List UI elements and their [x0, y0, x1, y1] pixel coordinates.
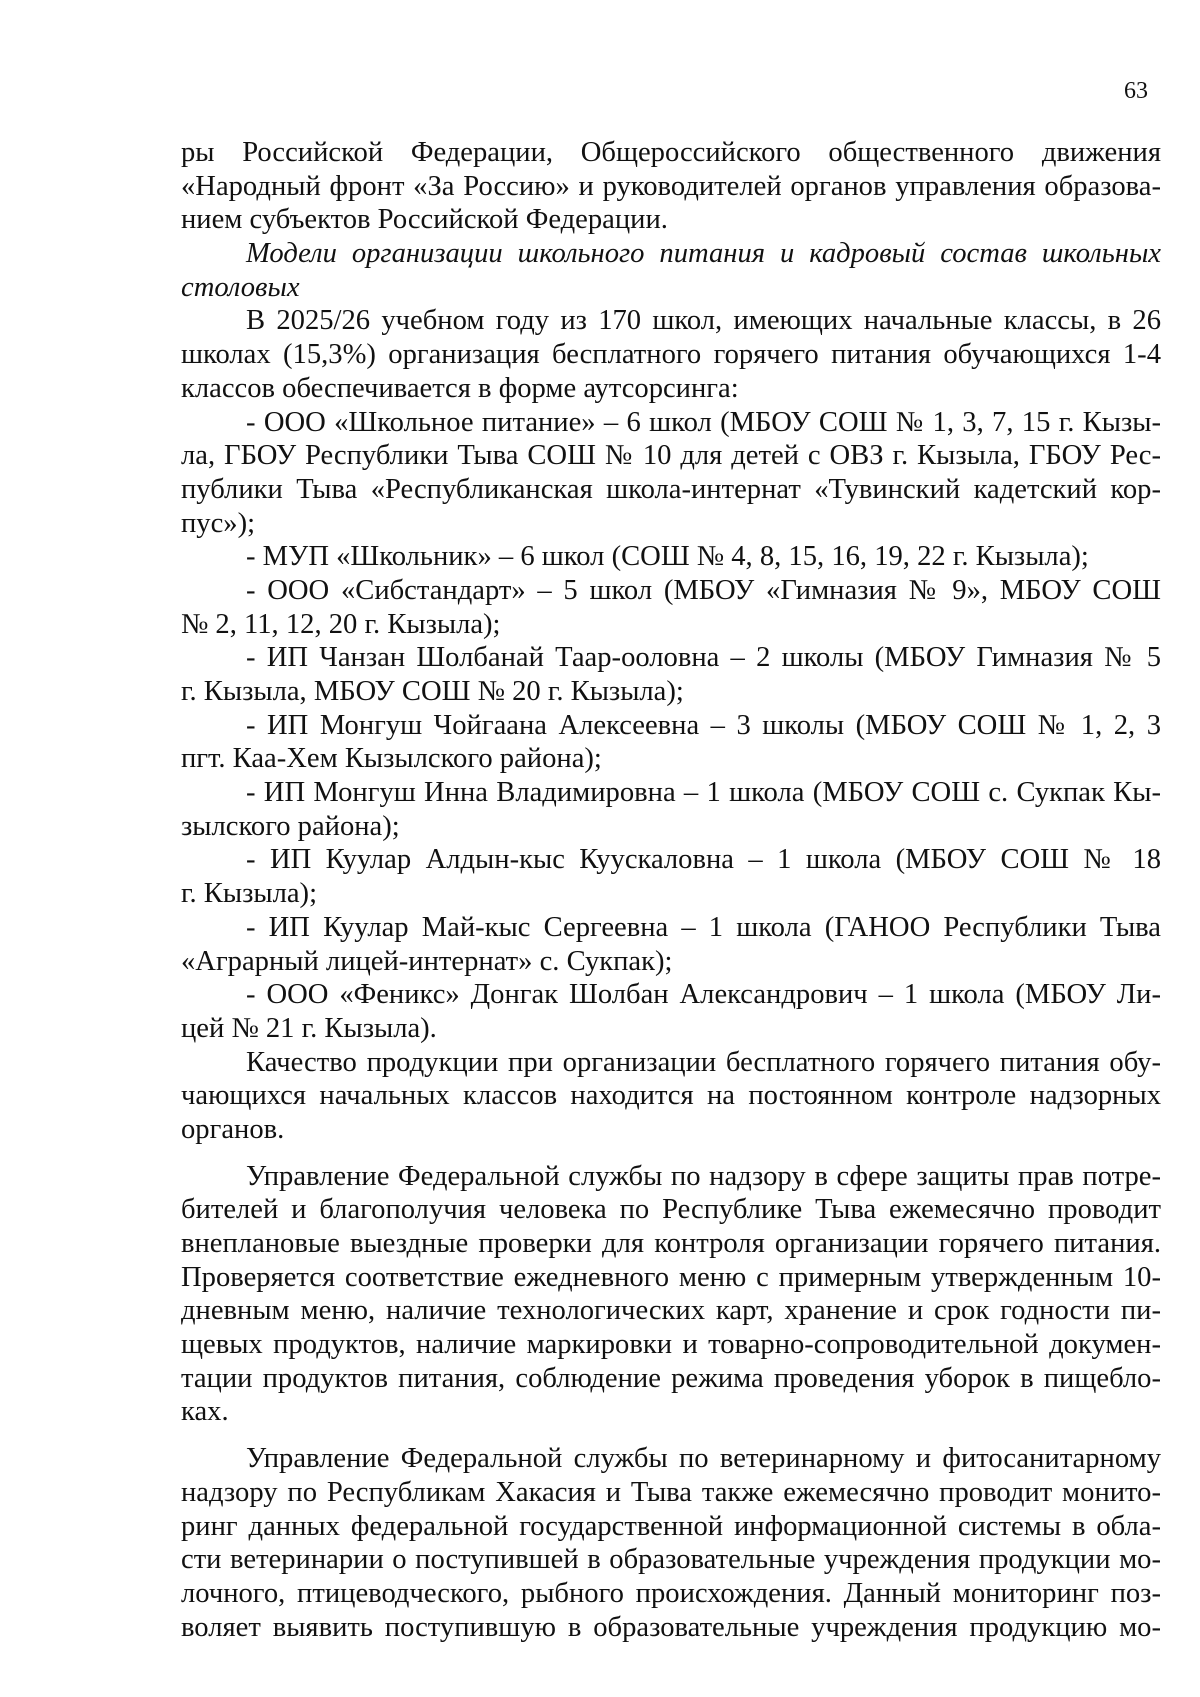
text-line: «Народный фронт «За Россию» и руководителей органов управления образова-	[181, 170, 1161, 202]
list-item-line: г. Кызыла);	[181, 878, 318, 910]
text-line: лочного, птицеводческого, рыбного происхождения. Данный мониторинг поз-	[181, 1577, 1161, 1609]
list-item-line: г. Кызыла, МБОУ СОШ № 20 г. Кызыла);	[181, 676, 684, 707]
text-line: тации продуктов питания, соблюдение режима проведения уборок в пищебло-	[181, 1362, 1161, 1394]
text-line: ках.	[181, 1396, 229, 1428]
section-heading-line: столовых	[181, 271, 300, 303]
section-heading-line: Модели организации школьного питания и кадровый состав школьных	[246, 238, 1161, 270]
text-line: органов.	[181, 1113, 285, 1145]
text-line: внеплановые выездные проверки для контроля организации горячего питания.	[181, 1228, 1161, 1259]
paragraph-gap	[181, 1147, 1161, 1160]
paragraph-gap	[181, 1429, 1161, 1442]
text-line: ринг данных федеральной государственной информационной системы в обла-	[181, 1510, 1161, 1542]
text-line: воляет выявить поступившую в образовательные учреждения продукцию мо-	[181, 1611, 1161, 1643]
list-item-line: пгт. Каа-Хем Кызылского района);	[181, 743, 602, 775]
list-item-line: № 2, 11, 12, 20 г. Кызыла);	[181, 608, 501, 640]
list-item-line: - МУП «Школьник» – 6 школ (СОШ № 4, 8, 15, 16, 19, 22 г. Кызыла);	[246, 541, 1089, 573]
text-line: школах (15,3%) организация бесплатного горячего питания обучающихся 1-4	[181, 339, 1161, 371]
list-item-line: - ИП Чанзан Шолбанай Таар-ооловна – 2 школы (МБОУ Гимназия № 5	[246, 642, 1161, 674]
text-line: щевых продуктов, наличие маркировки и товарно-сопроводительной докумен-	[181, 1329, 1161, 1361]
list-item-line: - ИП Куулар Алдын-кыс Куускаловна – 1 школа (МБОУ СОШ № 18	[246, 844, 1161, 876]
text-line: дневным меню, наличие технологических карт, хранение и срок годности пи-	[181, 1295, 1161, 1327]
text-line: бителей и благополучия человека по Республике Тыва ежемесячно проводит	[181, 1194, 1161, 1226]
text-line: Качество продукции при организации бесплатного горячего питания обу-	[246, 1046, 1161, 1078]
text-line: сти ветеринарии о поступившей в образовательные учреждения продукции мо-	[181, 1544, 1161, 1576]
text-line: чающихся начальных классов находится на постоянном контроле надзорных	[181, 1080, 1161, 1112]
list-item-line: «Аграрный лицей-интернат» с. Сукпак);	[181, 945, 673, 977]
text-line: ры Российской Федерации, Общероссийского общественного движения	[181, 137, 1161, 168]
list-item-line: - ООО «Сибстандарт» – 5 школ (МБОУ «Гимназия № 9», МБОУ СОШ	[246, 574, 1161, 606]
list-item-line: - ООО «Феникс» Донгак Шолбан Александрович – 1 школа (МБОУ Ли-	[246, 979, 1161, 1011]
text-line: Управление Федеральной службы по надзору в сфере защиты прав потре-	[246, 1160, 1161, 1192]
text-line: нием субъектов Российской Федерации.	[181, 204, 668, 236]
text-line: классов обеспечивается в форме аутсорсинга:	[181, 372, 739, 404]
page-number: 63	[1124, 78, 1148, 104]
list-item-line: - ИП Монгуш Инна Владимировна – 1 школа (МБОУ СОШ с. Сукпак Кы-	[246, 777, 1161, 809]
list-item-line: - ООО «Школьное питание» – 6 школ (МБОУ СОШ № 1, 3, 7, 15 г. Кызы-	[246, 406, 1161, 438]
list-item-line: - ИП Куулар Май-кыс Сергеевна – 1 школа (ГАНОО Республики Тыва	[246, 911, 1161, 943]
text-line: Проверяется соответствие ежедневного меню с примерным утвержденным 10-	[181, 1261, 1161, 1293]
list-item-line: ла, ГБОУ Республики Тыва СОШ № 10 для детей с ОВЗ г. Кызыла, ГБОУ Рес-	[181, 440, 1161, 472]
list-item-line: - ИП Монгуш Чойгаана Алексеевна – 3 школы (МБОУ СОШ № 1, 2, 3	[246, 709, 1161, 741]
text-line: В 2025/26 учебном году из 170 школ, имеющих начальные классы, в 26	[246, 305, 1161, 337]
list-item-line: пус»);	[181, 507, 256, 539]
list-item-line: публики Тыва «Республиканская школа-интернат «Тувинский кадетский кор-	[181, 473, 1161, 505]
list-item-line: цей № 21 г. Кызыла).	[181, 1012, 437, 1044]
list-item-line: зылского района);	[181, 810, 400, 842]
text-line: Управление Федеральной службы по ветеринарному и фитосанитарному	[246, 1443, 1161, 1475]
body-text	[181, 136, 1161, 1644]
text-line: надзору по Республикам Хакасия и Тыва также ежемесячно проводит монито-	[181, 1476, 1161, 1508]
